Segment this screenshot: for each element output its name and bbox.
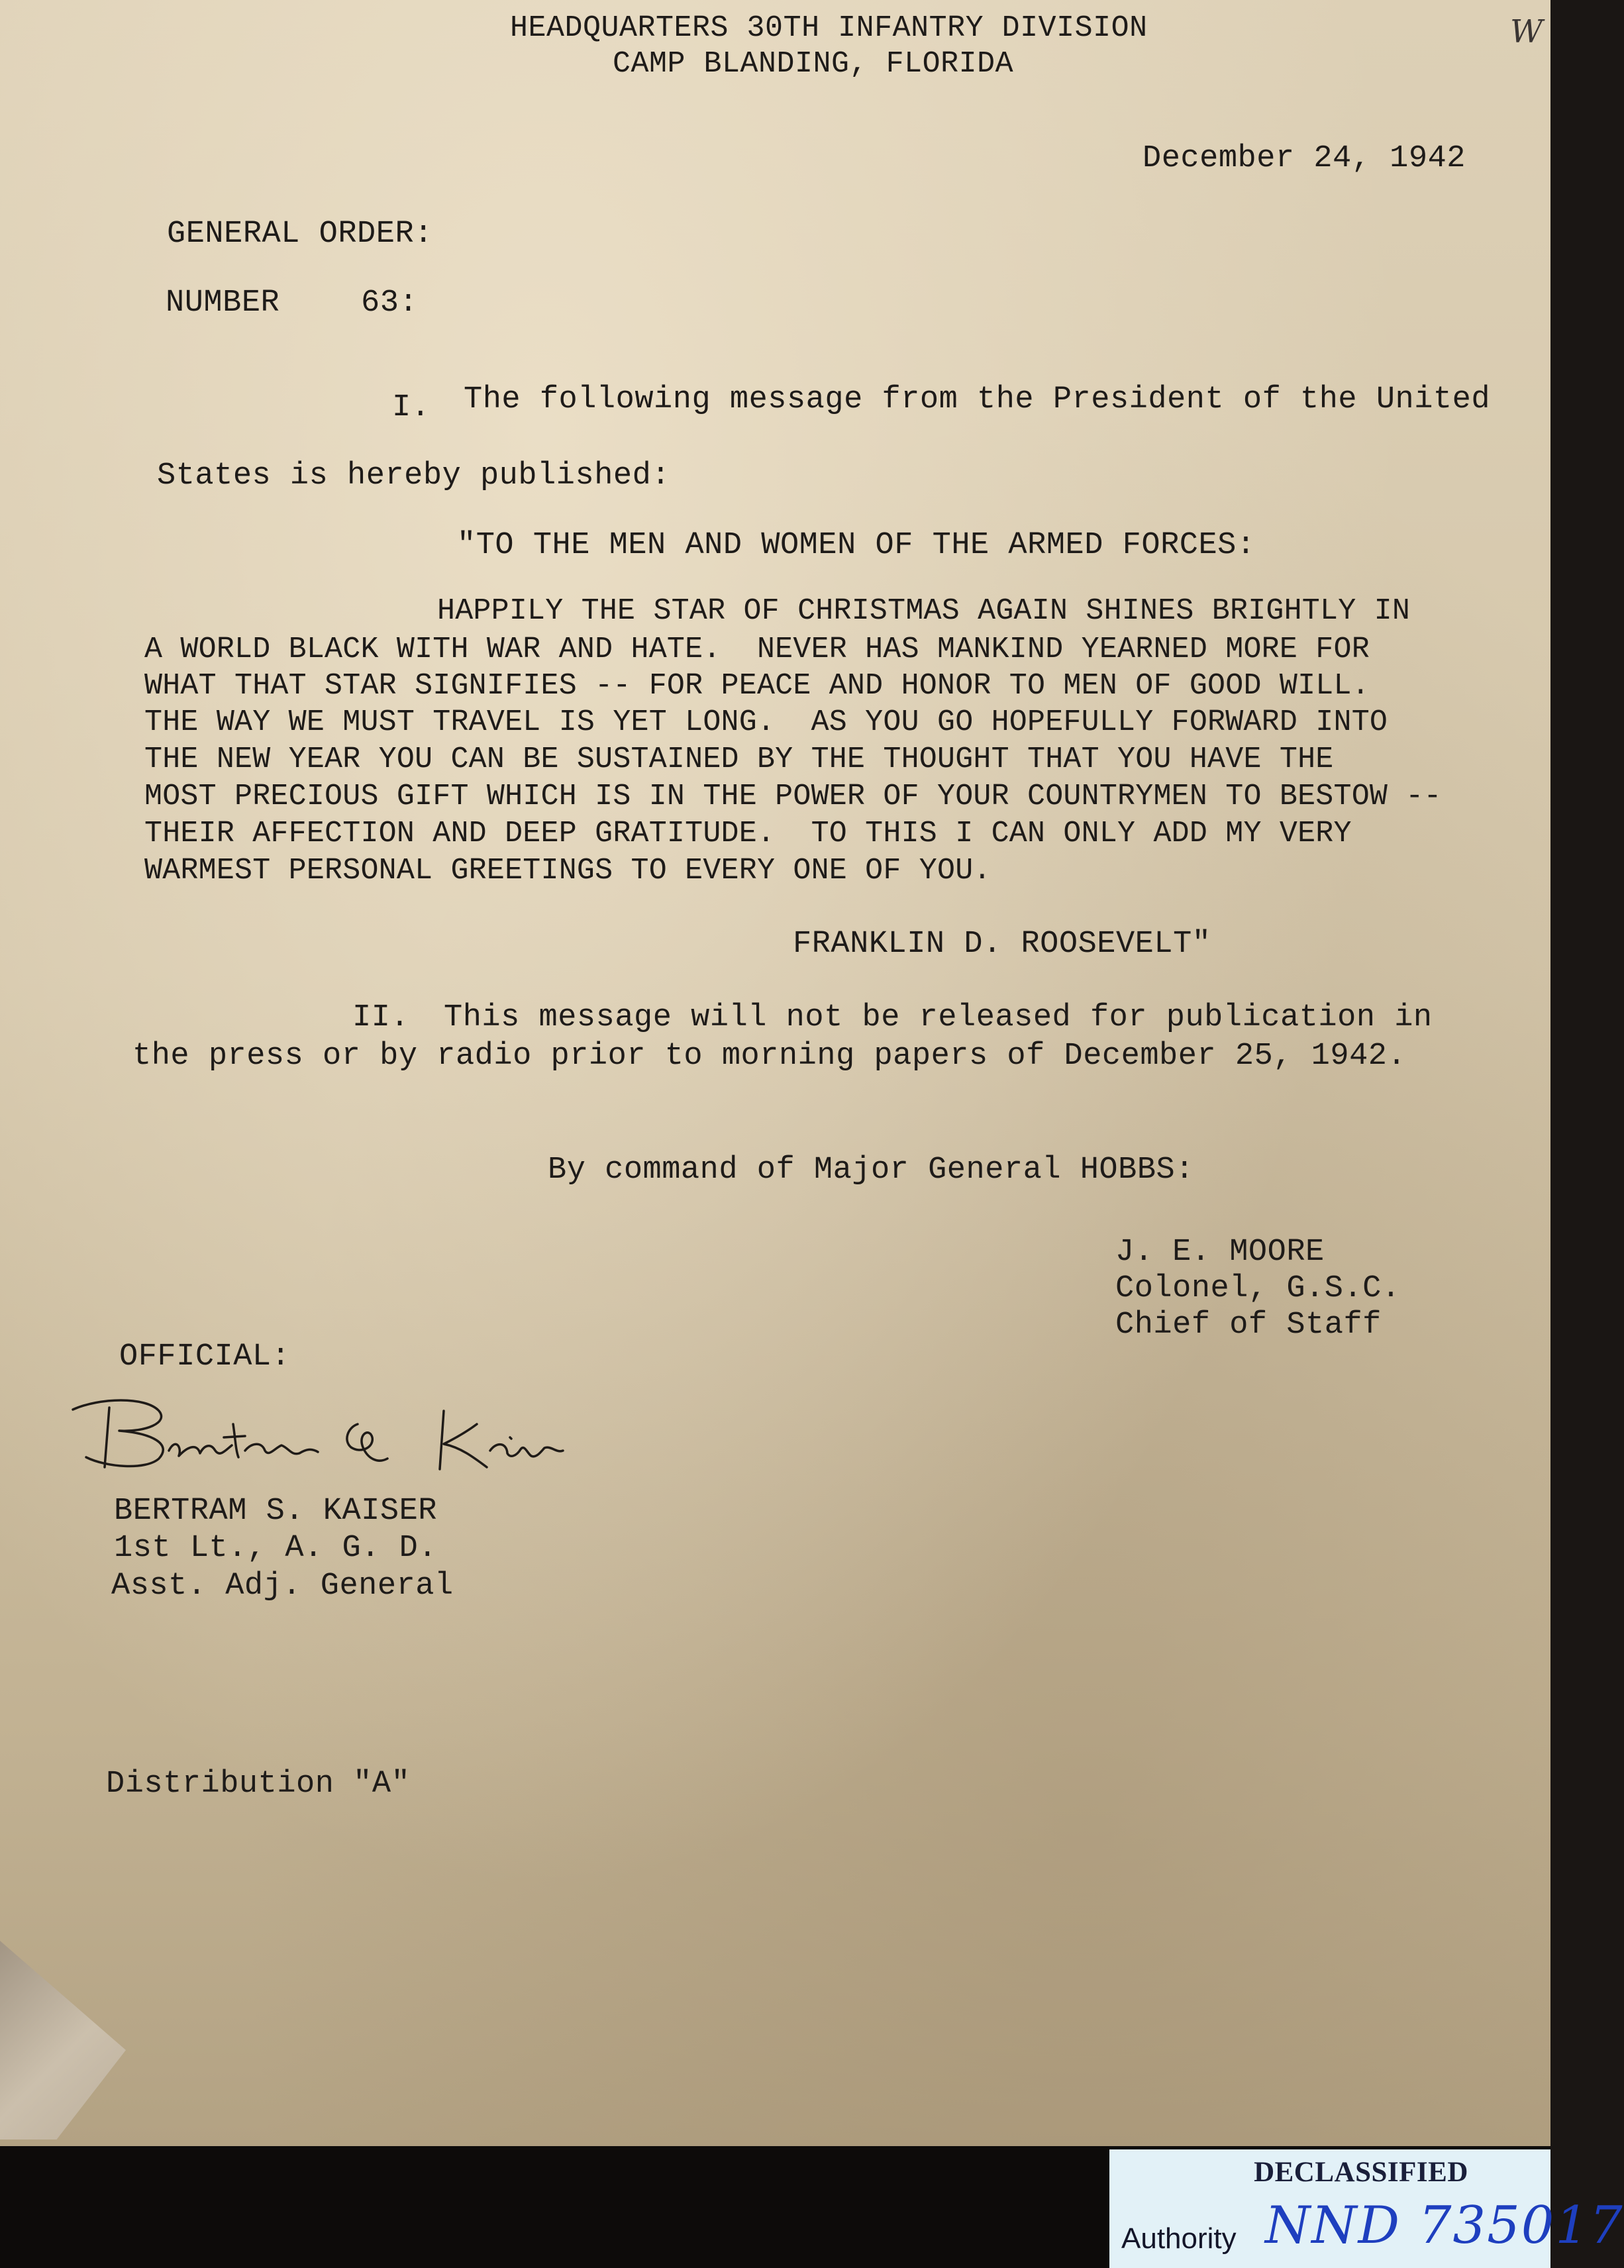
declassified-stamp bbox=[1109, 2149, 1624, 2268]
stamp-title: DECLASSIFIED bbox=[1254, 2157, 1468, 2188]
official-name: BERTRAM S. KAISER bbox=[114, 1494, 437, 1529]
paragraph-2-number: II. bbox=[352, 1000, 410, 1035]
paragraph-1-line-1: The following message from the President of the United bbox=[464, 382, 1491, 417]
folded-corner bbox=[0, 1941, 126, 2139]
paragraph-1-number: I. bbox=[392, 390, 431, 425]
chief-title: Chief of Staff bbox=[1115, 1308, 1382, 1343]
official-title: Asst. Adj. General bbox=[111, 1569, 454, 1604]
official-rank: 1st Lt., A. G. D. bbox=[114, 1531, 437, 1566]
message-salutation: "TO THE MEN AND WOMEN OF THE ARMED FORCES: bbox=[457, 528, 1256, 563]
message-line: MOST PRECIOUS GIFT WHICH IS IN THE POWER OF YOUR COUNTRYMEN TO BESTOW -- bbox=[144, 780, 1442, 813]
number-label: NUMBER bbox=[166, 285, 280, 321]
message-signer: FRANKLIN D. ROOSEVELT" bbox=[793, 927, 1211, 962]
message-line: THE WAY WE MUST TRAVEL IS YET LONG. AS YOU GO HOPEFULLY FORWARD INTO bbox=[144, 705, 1388, 739]
handwritten-signature bbox=[46, 1384, 576, 1490]
message-line: A WORLD BLACK WITH WAR AND HATE. NEVER HAS MANKIND YEARNED MORE FOR bbox=[144, 633, 1370, 666]
document-date: December 24, 1942 bbox=[1142, 141, 1466, 176]
message-line: THEIR AFFECTION AND DEEP GRATITUDE. TO THIS I CAN ONLY ADD MY VERY bbox=[144, 817, 1352, 850]
paragraph-1-line-2: States is hereby published: bbox=[157, 458, 671, 493]
header-line-1: HEADQUARTERS 30TH INFANTRY DIVISION bbox=[510, 11, 1148, 45]
paragraph-2-line-2: the press or by radio prior to morning papers of December 25, 1942. bbox=[132, 1039, 1407, 1074]
message-line: WARMEST PERSONAL GREETINGS TO EVERY ONE OF YOU. bbox=[144, 854, 991, 888]
header-line-2: CAMP BLANDING, FLORIDA bbox=[613, 47, 1014, 81]
general-order-label: GENERAL ORDER: bbox=[167, 217, 433, 252]
message-line: THE NEW YEAR YOU CAN BE SUSTAINED BY THE THOUGHT THAT YOU HAVE THE bbox=[144, 743, 1334, 776]
official-label: OFFICIAL: bbox=[119, 1339, 291, 1374]
chief-name: J. E. MOORE bbox=[1115, 1235, 1325, 1270]
command-line: By command of Major General HOBBS: bbox=[548, 1153, 1194, 1188]
stamp-authority-label: Authority bbox=[1121, 2222, 1237, 2255]
stamp-authority-value: NND 735017 bbox=[1265, 2196, 1624, 2255]
distribution-line: Distribution "A" bbox=[106, 1767, 411, 1802]
message-line: HAPPILY THE STAR OF CHRISTMAS AGAIN SHINES BRIGHTLY IN bbox=[437, 594, 1411, 628]
message-line: WHAT THAT STAR SIGNIFIES -- FOR PEACE AND HONOR TO MEN OF GOOD WILL. bbox=[144, 669, 1370, 703]
chief-rank: Colonel, G.S.C. bbox=[1115, 1271, 1401, 1306]
order-number: 63: bbox=[361, 285, 419, 321]
paragraph-2-line-1: This message will not be released for publication in bbox=[444, 1000, 1433, 1035]
corner-mark: W bbox=[1510, 13, 1543, 50]
